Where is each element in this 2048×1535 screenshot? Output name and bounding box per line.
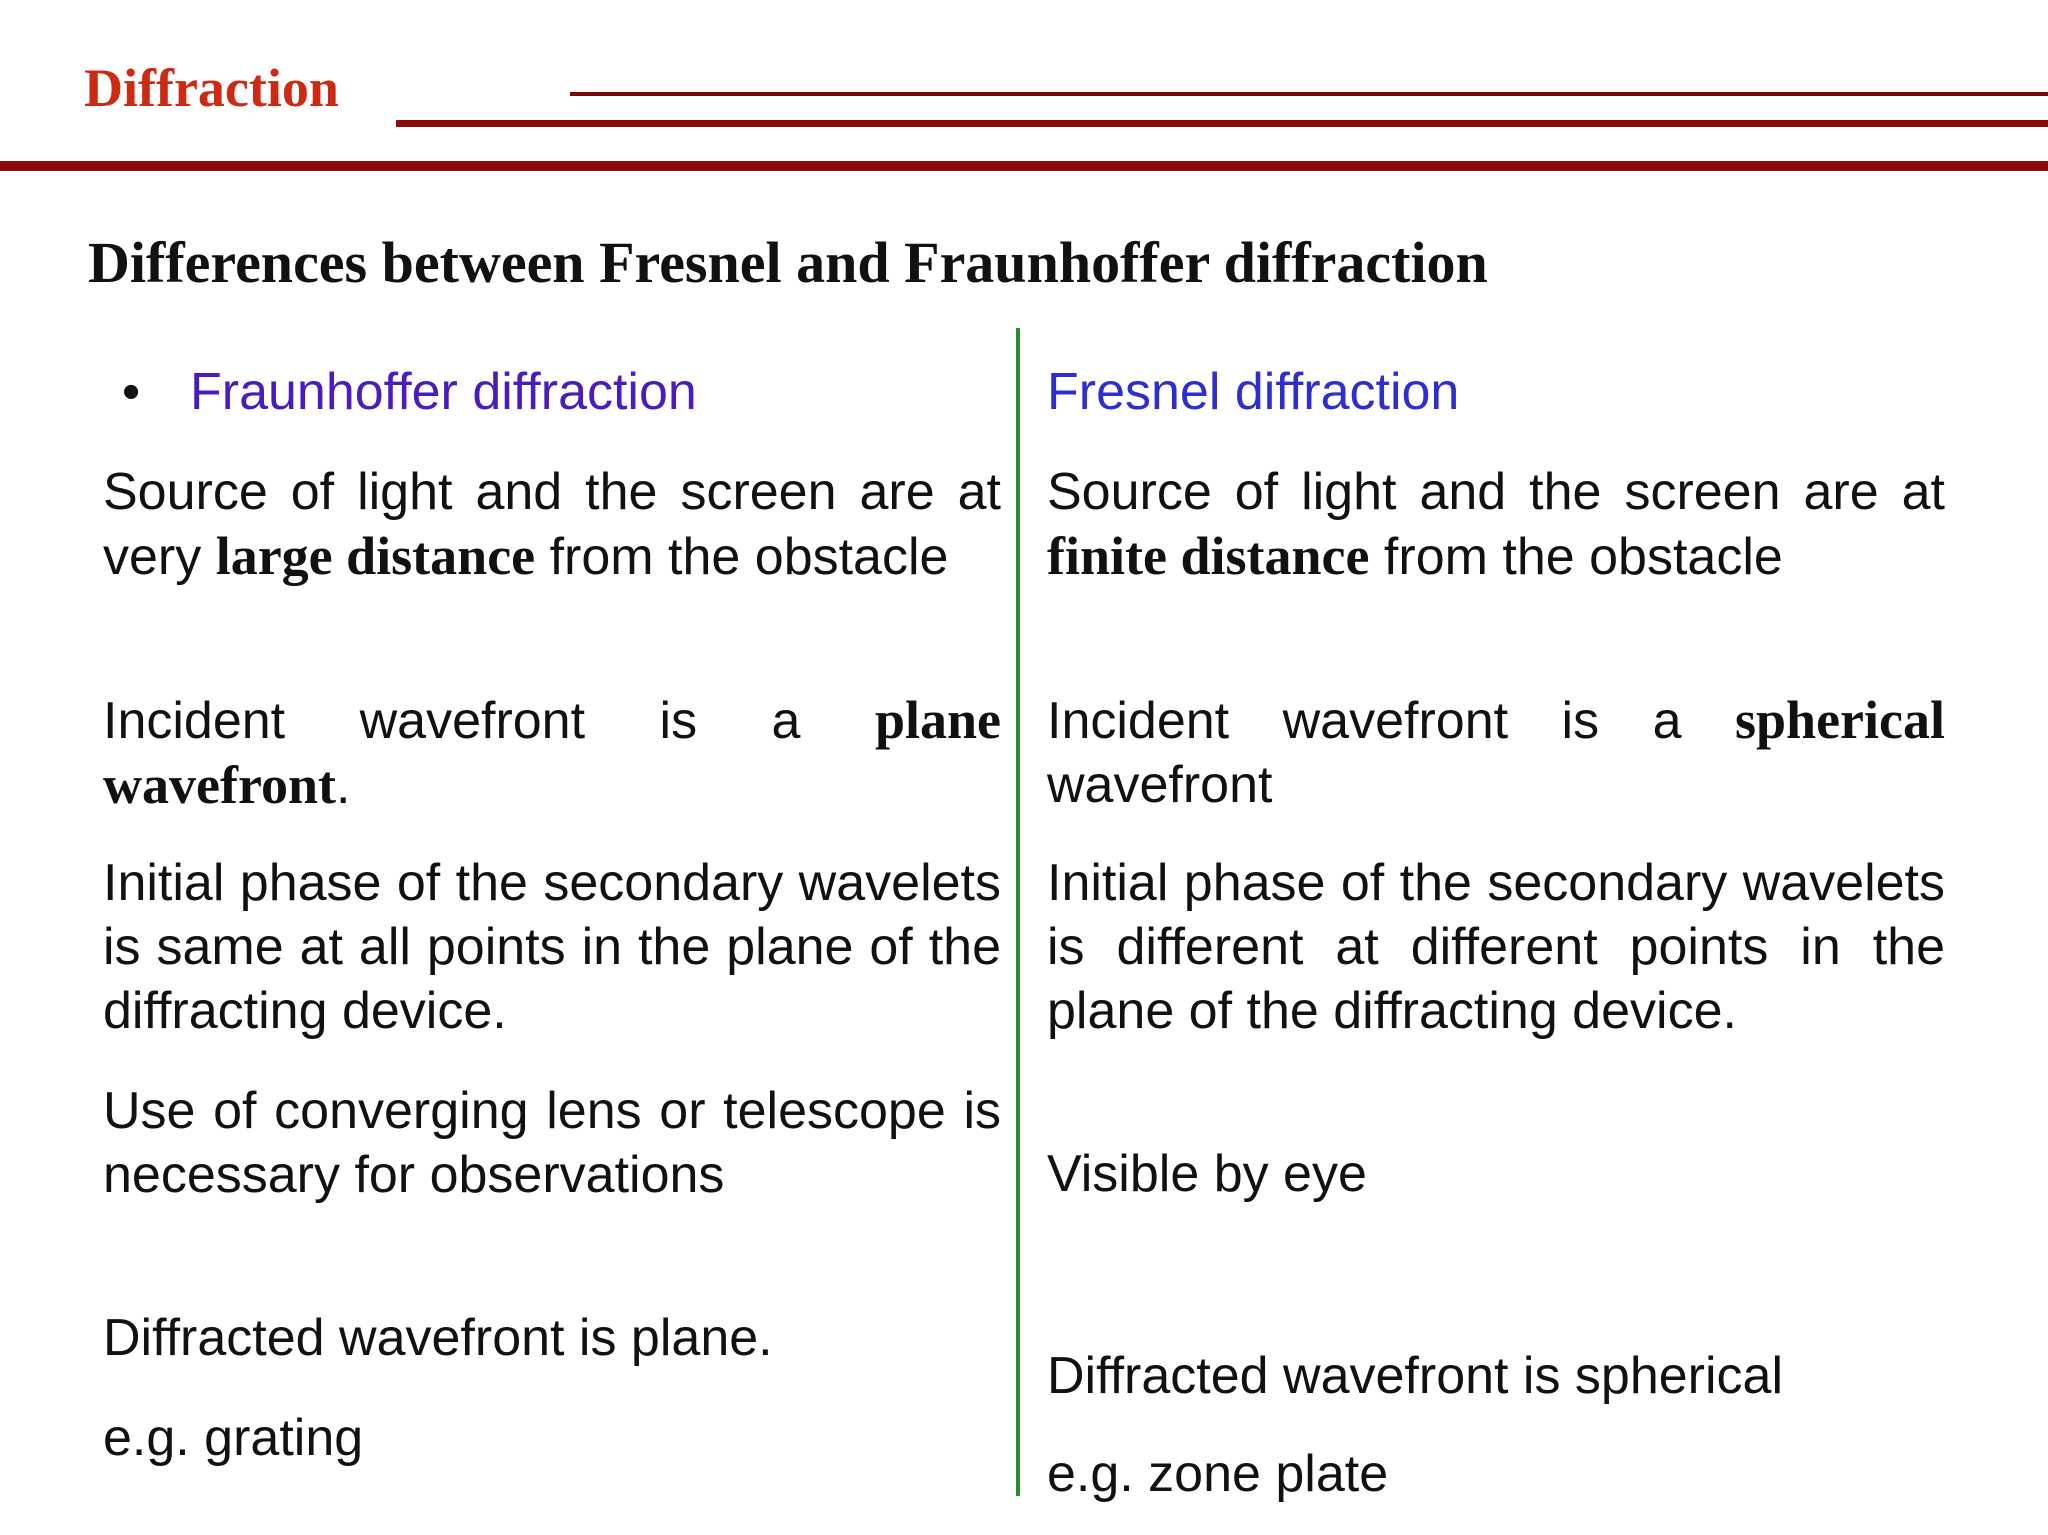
header-rule-thin: [570, 92, 2048, 96]
column-divider: [1016, 328, 1020, 1496]
header-rule-mid: [396, 120, 2048, 127]
fraunhoffer-example: e.g. grating: [103, 1409, 364, 1467]
fraunhoffer-initial-phase: Initial phase of the secondary wavelets is same at all points in the plane of the diffracting device.: [103, 854, 1001, 1040]
header-rule-thick: [0, 161, 2048, 171]
fresnel-heading: Fresnel diffraction: [1047, 363, 1460, 421]
slide-subtitle: Differences between Fresnel and Fraunhoffer diffraction: [88, 230, 1488, 295]
fraunhoffer-lens-usage: Use of converging lens or telescope is necessary for observations: [103, 1082, 1001, 1204]
fresnel-example: e.g. zone plate: [1047, 1445, 1389, 1503]
bullet-icon: •: [122, 363, 141, 421]
fresnel-visibility: Visible by eye: [1047, 1145, 1367, 1203]
fresnel-initial-phase: Initial phase of the secondary wavelets is different at different points in the plane of the diffracting device.: [1047, 854, 1945, 1040]
fraunhoffer-source-distance: Source of light and the screen are at very large distance from the obstacle: [103, 463, 1001, 586]
fresnel-diffracted-wavefront: Diffracted wavefront is spherical: [1047, 1347, 1784, 1405]
slide-title: Diffraction: [84, 58, 339, 118]
fraunhoffer-heading: Fraunhoffer diffraction: [190, 363, 697, 421]
fresnel-incident-wavefront: Incident wavefront is a spherical wavefront: [1047, 690, 1945, 814]
fraunhoffer-diffracted-wavefront: Diffracted wavefront is plane.: [103, 1309, 773, 1367]
fresnel-source-distance: Source of light and the screen are at finite distance from the obstacle: [1047, 463, 1945, 586]
fraunhoffer-incident-wavefront: Incident wavefront is a plane wavefront.: [103, 690, 1001, 815]
